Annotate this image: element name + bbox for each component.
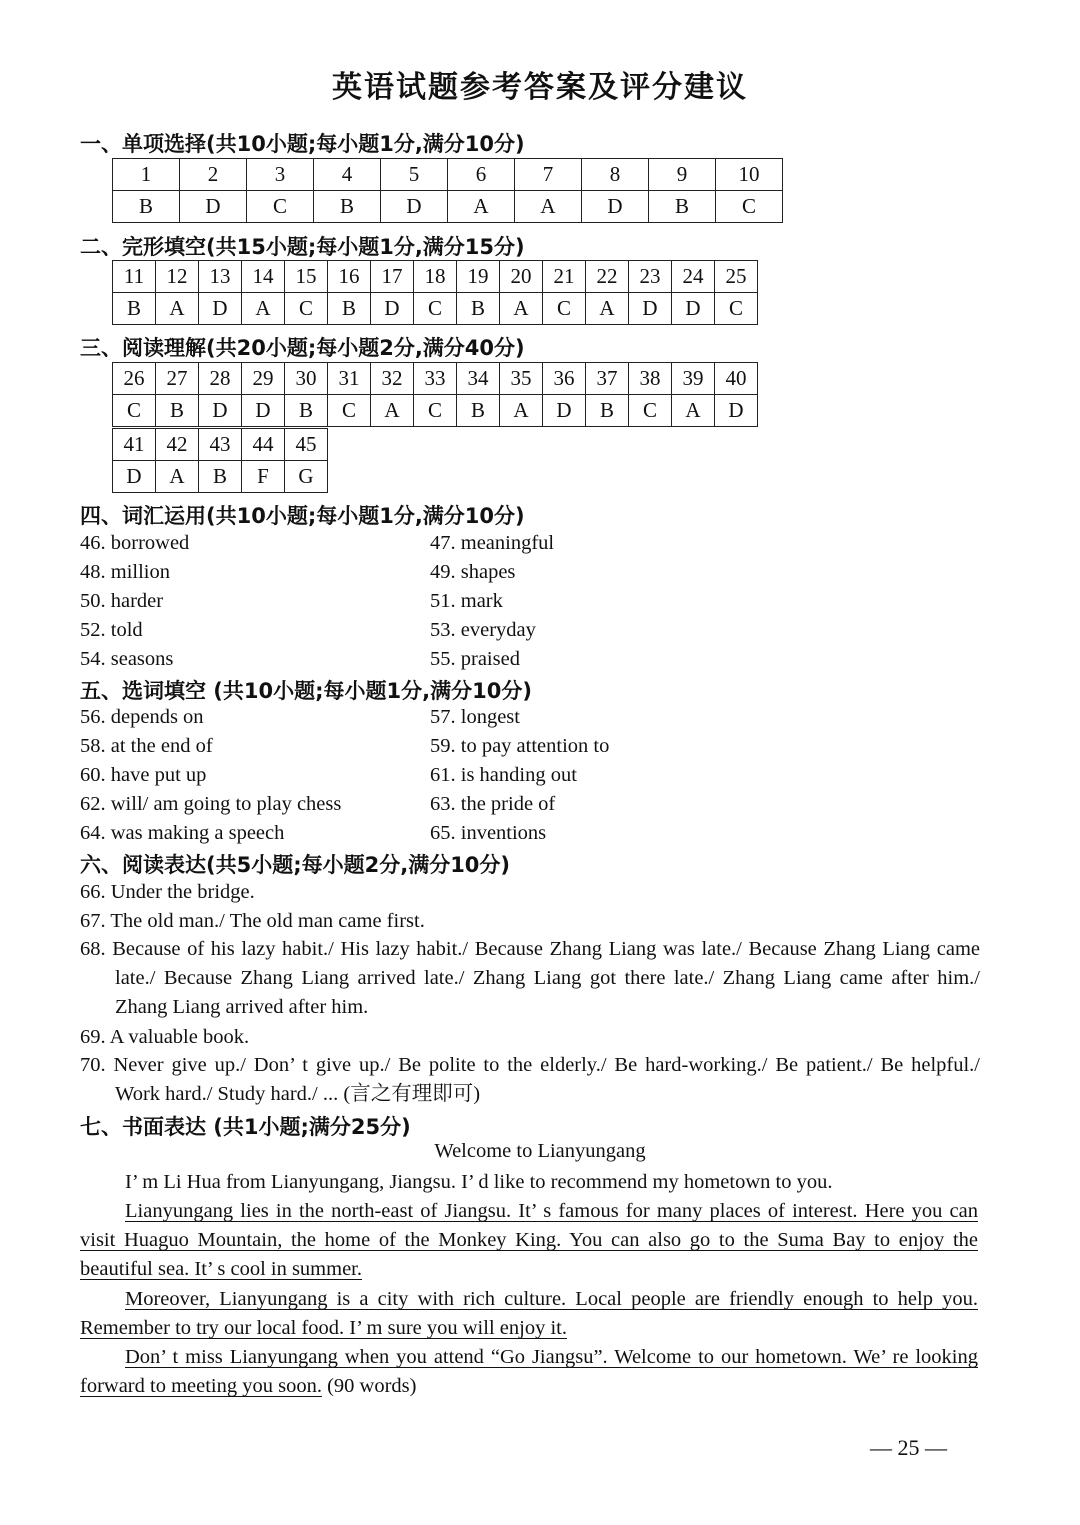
answer-item: 67. The old man./ The old man came first. bbox=[80, 910, 425, 932]
table-cell: F bbox=[242, 461, 285, 493]
answer-item: 61. is handing out bbox=[430, 764, 577, 786]
table-cell: D bbox=[672, 293, 715, 325]
table-cell: D bbox=[715, 395, 758, 427]
answer-item: 59. to pay attention to bbox=[430, 735, 610, 757]
table-cell: B bbox=[586, 395, 629, 427]
table-cell: C bbox=[414, 293, 457, 325]
table-cell: 5 bbox=[381, 159, 448, 191]
table-cell: B bbox=[113, 293, 156, 325]
table-cell: C bbox=[285, 293, 328, 325]
answer-item: 69. A valuable book. bbox=[80, 1026, 250, 1048]
table-cell: C bbox=[247, 191, 314, 223]
table-row-answers bbox=[113, 395, 758, 427]
answer-item: 52. told bbox=[80, 619, 143, 641]
table-cell: 23 bbox=[629, 261, 672, 293]
answer-item: 47. meaningful bbox=[430, 532, 555, 554]
essay-title: Welcome to Lianyungang bbox=[434, 1140, 646, 1162]
table-cell: C bbox=[543, 293, 586, 325]
essay-paragraph bbox=[80, 1197, 978, 1284]
table-cell: 13 bbox=[199, 261, 242, 293]
table-cell: B bbox=[156, 395, 199, 427]
table-cell: A bbox=[586, 293, 629, 325]
table-cell: 28 bbox=[199, 363, 242, 395]
section-5-heading: 五、选词填空 (共10小题;每小题1分,满分10分) bbox=[80, 679, 532, 703]
table-cell: D bbox=[180, 191, 247, 223]
table-cell: B bbox=[199, 461, 242, 493]
section-7-heading: 七、书面表达 (共1小题;满分25分) bbox=[80, 1115, 411, 1139]
table-cell: B bbox=[113, 191, 180, 223]
table-cell: 29 bbox=[242, 363, 285, 395]
table-cell: C bbox=[715, 293, 758, 325]
table-cell: 11 bbox=[113, 261, 156, 293]
section-6-heading: 六、阅读表达(共5小题;每小题2分,满分10分) bbox=[80, 853, 511, 877]
answer-item: 53. everyday bbox=[430, 619, 536, 641]
table-cell: D bbox=[582, 191, 649, 223]
essay-underlined-text: Don’ t miss Lianyungang when you attend “Go Jiangsu”. Welcome to our hometown. We’ re looking forward to meeting you soon. bbox=[80, 1346, 978, 1397]
answer-item: 56. depends on bbox=[80, 706, 204, 728]
table-cell: B bbox=[328, 293, 371, 325]
table-cell: 17 bbox=[371, 261, 414, 293]
table-cell: 40 bbox=[715, 363, 758, 395]
answer-table-4 bbox=[112, 428, 328, 493]
table-cell: D bbox=[242, 395, 285, 427]
table-cell: 45 bbox=[285, 429, 328, 461]
answer-item: 57. longest bbox=[430, 706, 520, 728]
answer-item: 63. the pride of bbox=[430, 793, 556, 815]
essay-paragraph: I’ m Li Hua from Lianyungang, Jiangsu. I’ d like to recommend my hometown to you. bbox=[125, 1171, 833, 1193]
essay-underlined-text: Moreover, Lianyungang is a city with rich culture. Local people are friendly enough to help you. Remember to try our local food. I’ m sure you will enjoy it. bbox=[80, 1288, 978, 1339]
answer-item: 60. have put up bbox=[80, 764, 207, 786]
table-cell: 36 bbox=[543, 363, 586, 395]
table-cell: D bbox=[381, 191, 448, 223]
table-cell: 12 bbox=[156, 261, 199, 293]
answer-item: 50. harder bbox=[80, 590, 164, 612]
answer-item: 55. praised bbox=[430, 648, 520, 670]
section-3-heading: 三、阅读理解(共20小题;每小题2分,满分40分) bbox=[80, 336, 525, 360]
answer-item: 62. will/ am going to play chess bbox=[80, 793, 342, 815]
table-cell: 10 bbox=[716, 159, 783, 191]
table-row-answers bbox=[113, 191, 783, 223]
section-4-heading: 四、词汇运用(共10小题;每小题1分,满分10分) bbox=[80, 504, 525, 528]
table-row-numbers bbox=[113, 363, 758, 395]
table-cell: 20 bbox=[500, 261, 543, 293]
table-cell: C bbox=[113, 395, 156, 427]
table-cell: 32 bbox=[371, 363, 414, 395]
table-cell: 2 bbox=[180, 159, 247, 191]
table-cell: A bbox=[156, 293, 199, 325]
table-cell: A bbox=[672, 395, 715, 427]
page-number: — 25 — bbox=[870, 1435, 947, 1460]
table-row-numbers bbox=[113, 429, 328, 461]
table-cell: B bbox=[649, 191, 716, 223]
table-cell: D bbox=[199, 293, 242, 325]
table-cell: 44 bbox=[242, 429, 285, 461]
table-cell: 37 bbox=[586, 363, 629, 395]
table-cell: G bbox=[285, 461, 328, 493]
answer-item: 68. Because of his lazy habit./ His lazy habit./ Because Zhang Liang was late./ Because Zhang Liang came late./ Because Zhang Liang arrived late./ Zhang Liang got there late./ Zhang Liang came after him./ Zhang Liang arrived after him. bbox=[80, 938, 980, 1018]
table-cell: A bbox=[371, 395, 414, 427]
answer-item: 46. borrowed bbox=[80, 532, 190, 554]
essay-underlined-text: Lianyungang lies in the north-east of Jiangsu. It’ s famous for many places of interest. Here you can visit Huaguo Mountain, the home of the Monkey King. You can also go to the Suma Bay to enjoy the beautiful sea. It’ s cool in summer. bbox=[80, 1200, 978, 1280]
table-cell: A bbox=[156, 461, 199, 493]
table-cell: 30 bbox=[285, 363, 328, 395]
page-title: 英语试题参考答案及评分建议 bbox=[332, 70, 748, 105]
table-cell: 19 bbox=[457, 261, 500, 293]
table-cell: 7 bbox=[515, 159, 582, 191]
table-cell: 4 bbox=[314, 159, 381, 191]
section-2-heading: 二、完形填空(共15小题;每小题1分,满分15分) bbox=[80, 235, 525, 259]
table-cell: C bbox=[629, 395, 672, 427]
table-cell: 35 bbox=[500, 363, 543, 395]
table-cell: 14 bbox=[242, 261, 285, 293]
table-cell: 38 bbox=[629, 363, 672, 395]
table-cell: C bbox=[716, 191, 783, 223]
table-cell: D bbox=[199, 395, 242, 427]
table-cell: 21 bbox=[543, 261, 586, 293]
table-cell: A bbox=[242, 293, 285, 325]
table-cell: B bbox=[457, 293, 500, 325]
table-cell: B bbox=[457, 395, 500, 427]
answer-table-1 bbox=[112, 158, 783, 223]
answer-item: 64. was making a speech bbox=[80, 822, 285, 844]
table-cell: 26 bbox=[113, 363, 156, 395]
table-cell: D bbox=[629, 293, 672, 325]
answer-item: 66. Under the bridge. bbox=[80, 881, 255, 903]
word-count: (90 words) bbox=[321, 1375, 417, 1397]
table-cell: 31 bbox=[328, 363, 371, 395]
table-cell: C bbox=[414, 395, 457, 427]
table-row-answers bbox=[113, 293, 758, 325]
table-cell: 43 bbox=[199, 429, 242, 461]
table-cell: 41 bbox=[113, 429, 156, 461]
table-cell: B bbox=[314, 191, 381, 223]
table-cell: 1 bbox=[113, 159, 180, 191]
essay-paragraph bbox=[80, 1343, 978, 1401]
table-cell: 22 bbox=[586, 261, 629, 293]
table-cell: A bbox=[500, 293, 543, 325]
answer-item: 70. Never give up./ Don’ t give up./ Be polite to the elderly./ Be hard-working./ Be patient./ Be helpful./ Work hard./ Study hard./ ... (言之有理即可) bbox=[80, 1054, 980, 1105]
table-cell: 39 bbox=[672, 363, 715, 395]
essay-paragraph bbox=[80, 1285, 978, 1343]
table-row-numbers bbox=[113, 159, 783, 191]
table-cell: 24 bbox=[672, 261, 715, 293]
table-cell: 25 bbox=[715, 261, 758, 293]
table-cell: D bbox=[543, 395, 586, 427]
answer-table-3 bbox=[112, 362, 758, 427]
answer-item: 58. at the end of bbox=[80, 735, 213, 757]
table-cell: 6 bbox=[448, 159, 515, 191]
table-cell: 8 bbox=[582, 159, 649, 191]
table-row-numbers bbox=[113, 261, 758, 293]
table-cell: C bbox=[328, 395, 371, 427]
table-cell: 18 bbox=[414, 261, 457, 293]
table-cell: D bbox=[113, 461, 156, 493]
answer-item: 51. mark bbox=[430, 590, 503, 612]
answer-item: 54. seasons bbox=[80, 648, 174, 670]
table-cell: 3 bbox=[247, 159, 314, 191]
answer-table-2 bbox=[112, 260, 758, 325]
table-cell: A bbox=[448, 191, 515, 223]
table-cell: A bbox=[500, 395, 543, 427]
table-cell: 33 bbox=[414, 363, 457, 395]
table-cell: D bbox=[371, 293, 414, 325]
table-row-answers bbox=[113, 461, 328, 493]
table-cell: 15 bbox=[285, 261, 328, 293]
table-cell: 16 bbox=[328, 261, 371, 293]
table-cell: 9 bbox=[649, 159, 716, 191]
answer-item: 48. million bbox=[80, 561, 170, 583]
table-cell: 27 bbox=[156, 363, 199, 395]
table-cell: A bbox=[515, 191, 582, 223]
table-cell: B bbox=[285, 395, 328, 427]
table-cell: 42 bbox=[156, 429, 199, 461]
table-cell: 34 bbox=[457, 363, 500, 395]
section-1-heading: 一、单项选择(共10小题;每小题1分,满分10分) bbox=[80, 132, 525, 156]
answer-item: 65. inventions bbox=[430, 822, 547, 844]
answer-item: 49. shapes bbox=[430, 561, 516, 583]
